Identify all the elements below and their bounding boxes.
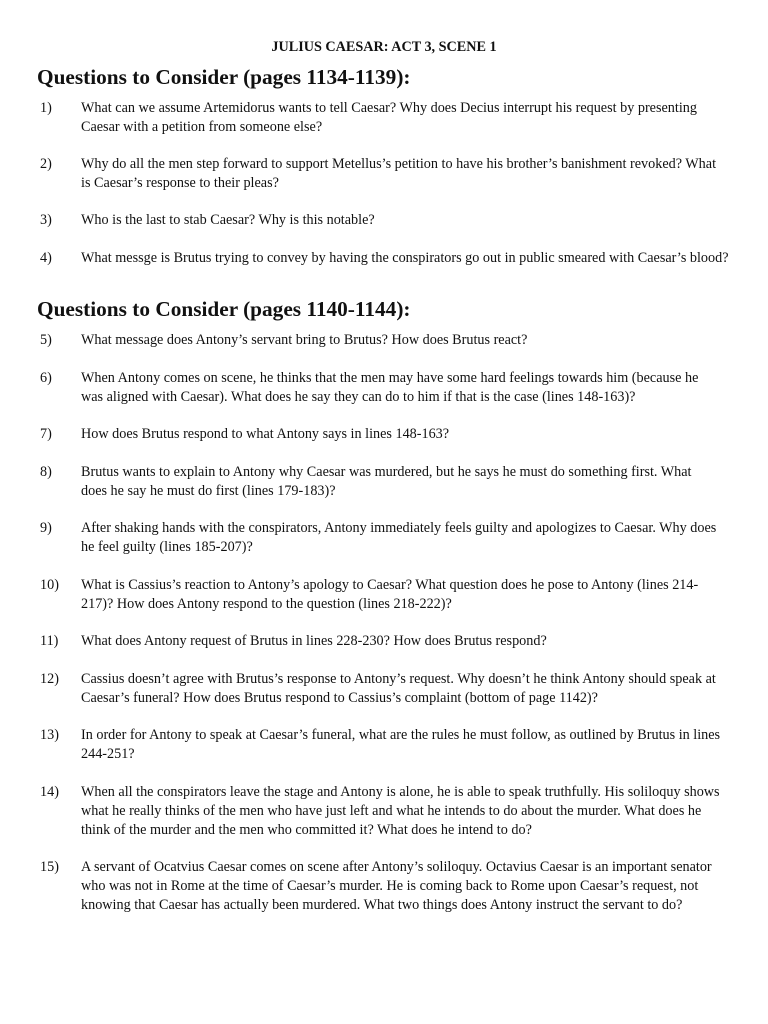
question-text: After shaking hands with the conspirators, Antony immediately feels guilty and apologizes to Caesar. Why does he feel guilty (lines 185-207)? [81, 520, 717, 555]
section-heading-2: Questions to Consider (pages 1140-1144): [37, 297, 411, 321]
question-number: 15) [40, 859, 59, 875]
question-number: 6) [40, 370, 52, 386]
question-number: 11) [40, 633, 59, 649]
question-text: What is Cassius’s reaction to Antony’s apology to Caesar? What question does he pose to Antony (lines 214-217)? How does Antony respond to the question (lines 218-222)? [81, 577, 699, 612]
question-text: What can we assume Artemidorus wants to tell Caesar? Why does Decius interrupt his request by presenting Caesar with a petition from someone else? [81, 100, 697, 135]
question-number: 5) [40, 332, 52, 348]
question-text: In order for Antony to speak at Caesar’s funeral, what are the rules he must follow, as outlined by Brutus in lines 244-251? [81, 727, 721, 762]
question-3 [40, 211, 740, 230]
question-text: A servant of Ocatvius Caesar comes on scene after Antony’s soliloquy. Octavius Caesar is an important senator who was not in Rome at the time of Caesar’s murder. He is coming back to Rome upon Caesar’s request, not knowing that Caesar has actually been murdered. What two things does Antony instruct the servant to do? [81, 859, 712, 913]
question-text: Brutus wants to explain to Antony why Caesar was murdered, but he says he must do something first. What does he say he must do first (lines 179-183)? [81, 464, 692, 499]
section-heading-1: Questions to Consider (pages 1134-1139): [37, 65, 411, 89]
question-7 [40, 425, 740, 444]
question-number: 12) [40, 671, 59, 687]
question-2 [40, 155, 740, 193]
question-number: 2) [40, 156, 52, 172]
question-number: 8) [40, 464, 52, 480]
question-number: 3) [40, 212, 52, 228]
question-14 [40, 783, 740, 840]
question-number: 10) [40, 577, 59, 593]
question-15 [40, 858, 740, 915]
question-5 [40, 331, 740, 350]
question-number: 1) [40, 100, 52, 116]
question-number: 4) [40, 250, 52, 266]
question-11 [40, 632, 740, 651]
question-text: What message does Antony’s servant bring to Brutus? How does Brutus react? [81, 332, 528, 348]
question-text: Why do all the men step forward to support Metellus’s petition to have his brother’s banishment revoked? What is Caesar’s response to their pleas? [81, 156, 717, 191]
question-number: 13) [40, 727, 59, 743]
question-text: Who is the last to stab Caesar? Why is this notable? [81, 212, 375, 228]
page-title: JULIUS CAESAR: ACT 3, SCENE 1 [271, 39, 497, 55]
question-9 [40, 519, 740, 557]
question-12 [40, 670, 740, 708]
question-8 [40, 463, 740, 501]
question-number: 14) [40, 784, 59, 800]
question-text: When Antony comes on scene, he thinks that the men may have some hard feelings towards him (because he was aligned with Caesar). What does he say they can do to him if that is the case (lines 148-163)? [81, 370, 699, 405]
question-6 [40, 369, 740, 407]
question-4 [40, 249, 740, 268]
question-number: 9) [40, 520, 52, 536]
question-text: Cassius doesn’t agree with Brutus’s response to Antony’s request. Why doesn’t he think Antony should speak at Caesar’s funeral? How does Brutus respond to Cassius’s complaint (bottom of page 1142)? [81, 671, 716, 706]
question-text: How does Brutus respond to what Antony says in lines 148-163? [81, 426, 450, 442]
question-13 [40, 726, 740, 764]
question-text: What messge is Brutus trying to convey by having the conspirators go out in public smeared with Caesar’s blood? [81, 250, 729, 266]
question-text: What does Antony request of Brutus in lines 228-230? How does Brutus respond? [81, 633, 547, 649]
question-1 [40, 99, 740, 137]
question-10 [40, 576, 740, 614]
question-text: When all the conspirators leave the stage and Antony is alone, he is able to speak truthfully. His soliloquy shows what he really thinks of the men who have just left and what he intends to do about the murder. What does he think of the murder and the men who committed it? What does he intend to do? [81, 784, 720, 838]
question-number: 7) [40, 426, 52, 442]
